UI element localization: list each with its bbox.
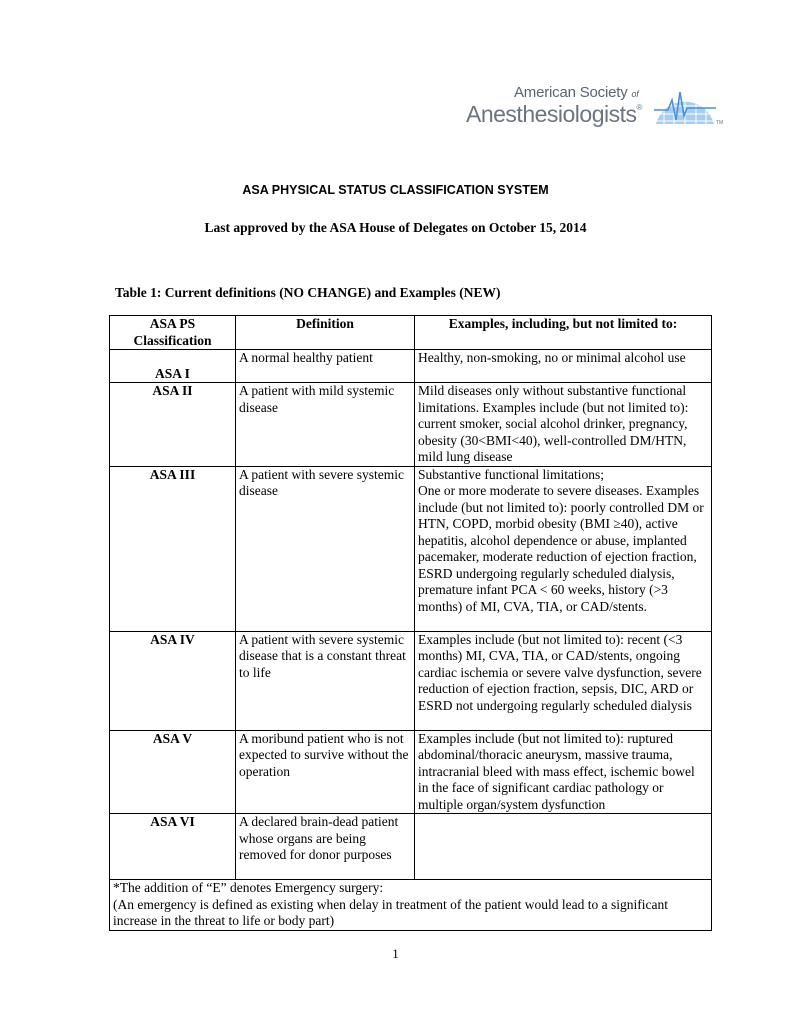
table-row xyxy=(110,350,712,383)
definition-cell: A declared brain-dead patient whose organs are being removed for donor purposes xyxy=(236,814,415,880)
definition-cell: A normal healthy patient xyxy=(236,350,415,383)
footnote-line: *The addition of “E” denotes Emergency surgery: xyxy=(113,880,384,895)
classification-cell: ASA I xyxy=(110,350,236,383)
table-row xyxy=(110,730,712,814)
examples-cell xyxy=(415,814,712,880)
header-classification: ASA PS Classification xyxy=(110,316,236,350)
definition-cell: A patient with severe systemic disease xyxy=(236,466,415,631)
classification-cell: ASA IV xyxy=(110,631,236,730)
header-examples: Examples, including, but not limited to: xyxy=(415,316,712,350)
table-header-row xyxy=(110,316,712,350)
footnote-line: (An emergency is defined as existing when delay in treatment of the patient would lead to a significant increase in the threat to life or body part) xyxy=(113,896,668,928)
examples-cell: Examples include (but not limited to): ruptured abdominal/thoracic aneurysm, massive trauma, intracranial bleed with mass effect, ischemic bowel in the face of significant cardiac pathology or multiple organ/system dysfunction xyxy=(415,730,712,814)
footnote-cell xyxy=(110,880,712,931)
logo-line-1: American Society of xyxy=(514,84,639,101)
asa-logo xyxy=(466,84,728,128)
page-number: 1 xyxy=(392,946,399,961)
examples-line: Substantive functional limitations; xyxy=(418,466,604,482)
table-row xyxy=(110,383,712,467)
examples-line: One or more moderate to severe diseases. Examples include (but not limited to): poorly controlled DM or HTN, COPD, morbid obesity (BMI ≥40), active hepatitis, alcohol dependence or abuse, implanted pacemaker, moderate reduction of ejection fraction, ESRD undergoing regularly scheduled dialysis, premature infant PCA < 60 weeks, history (>3 months) of MI, CVA, TIA, or CAD/stents. xyxy=(418,483,704,614)
document-title: ASA PHYSICAL STATUS CLASSIFICATION SYSTEM xyxy=(242,183,549,197)
classification-cell: ASA VI xyxy=(110,814,236,880)
logo-line-2: Anesthesiologists® xyxy=(466,101,642,127)
asa-classification-table xyxy=(109,315,712,931)
table-caption: Table 1: Current definitions (NO CHANGE) and Examples (NEW) xyxy=(115,285,501,300)
table-row xyxy=(110,466,712,631)
classification-cell: ASA III xyxy=(110,466,236,631)
header-definition: Definition xyxy=(236,316,415,350)
approval-date: Last approved by the ASA House of Delegates on October 15, 2014 xyxy=(204,220,587,235)
definition-cell: A patient with mild systemic disease xyxy=(236,383,415,467)
definition-cell: A patient with severe systemic disease that is a constant threat to life xyxy=(236,631,415,730)
examples-cell: Examples include (but not limited to): recent (<3 months) MI, CVA, TIA, or CAD/stents, ongoing cardiac ischemia or severe valve dysfunction, severe reduction of ejection fraction, sepsis, DIC, ARD or ESRD not undergoing regularly scheduled dialysis xyxy=(415,631,712,730)
classification-cell: ASA V xyxy=(110,730,236,814)
trademark-mark: TM xyxy=(716,120,724,126)
table-row xyxy=(110,631,712,730)
definition-cell: A moribund patient who is not expected to survive without the operation xyxy=(236,730,415,814)
footnote-row xyxy=(110,880,712,931)
table-row xyxy=(110,814,712,880)
classification-cell: ASA II xyxy=(110,383,236,467)
examples-cell xyxy=(415,466,712,631)
examples-cell: Healthy, non-smoking, no or minimal alcohol use xyxy=(415,350,712,383)
globe-heartbeat-icon xyxy=(654,86,716,124)
examples-cell: Mild diseases only without substantive functional limitations. Examples include (but not limited to): current smoker, social alcohol drinker, pregnancy, obesity (30<BMI<40), well-controlled DM/HTN, mild lung disease xyxy=(415,383,712,467)
